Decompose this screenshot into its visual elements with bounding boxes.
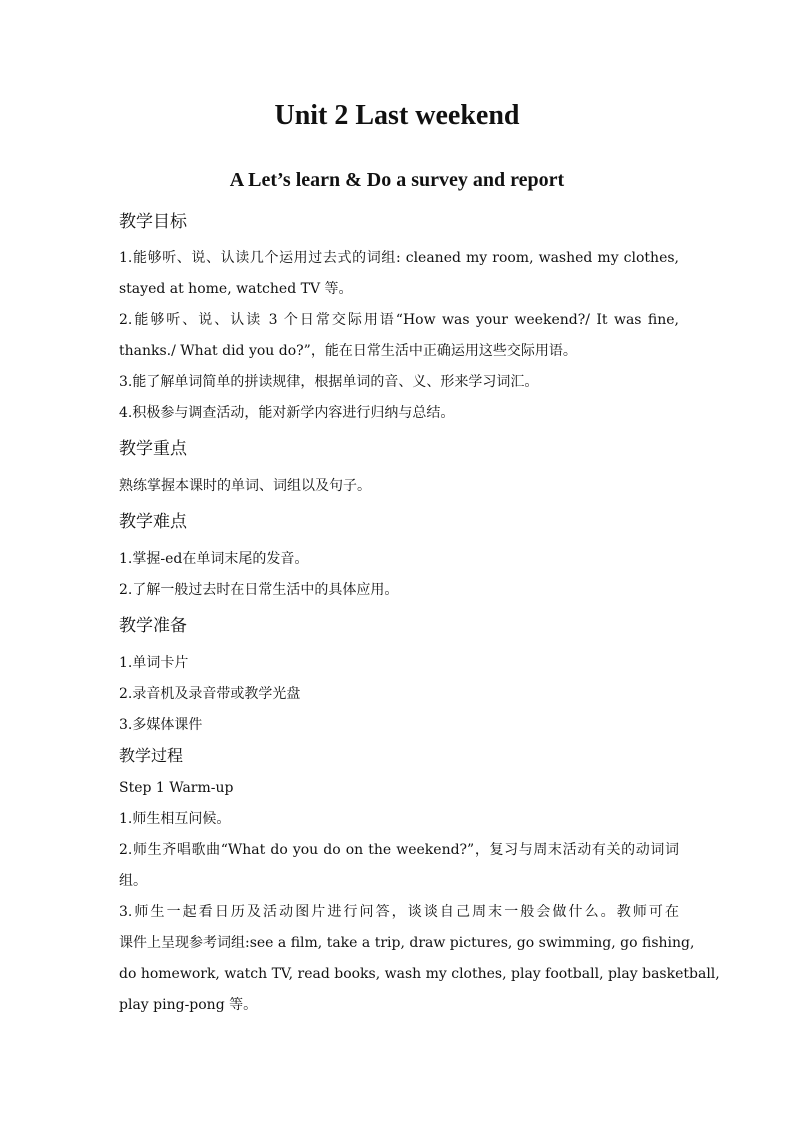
process-step: Step 1 Warm-up	[119, 780, 234, 796]
objective-line: 1.能够听、说、认读几个运用过去式的词组: cleaned my room, washed my clothes,	[119, 250, 679, 266]
preparation-line: 2.录音机及录音带或教学光盘	[119, 686, 301, 702]
difficulty-line: 1.掌握-ed在单词末尾的发音。	[119, 551, 309, 567]
process-line: 2.师生齐唱歌曲“What do you do on the weekend?”，复习与周末活动有关的动词词	[119, 842, 679, 858]
objective-line: 4.积极参与调查活动，能对新学内容进行归纳与总结。	[119, 405, 455, 421]
process-line: 1.师生相互问候。	[119, 811, 231, 827]
objective-line: thanks./ What did you do?”，能在日常生活中正确运用这些交际用语。	[119, 343, 577, 359]
preparation-line: 1.单词卡片	[119, 655, 189, 671]
difficulties-heading: 教学难点	[119, 512, 187, 532]
process-line: 3.师生一起看日历及活动图片进行问答，谈谈自己周末一般会做什么。教师可在	[119, 904, 679, 920]
objective-line: 3.能了解单词简单的拼读规律，根据单词的音、义、形来学习词汇。	[119, 374, 539, 390]
objective-line: stayed at home, watched TV 等。	[119, 281, 353, 297]
objective-line: 2.能够听、说、认读 3 个日常交际用语“How was your weekend?/ It was fine,	[119, 312, 679, 328]
objectives-heading: 教学目标	[119, 212, 187, 232]
key-points-heading: 教学重点	[119, 439, 187, 459]
document-subtitle: A Let’s learn & Do a survey and report	[229, 169, 565, 191]
process-line: 课件上呈现参考词组:see a film, take a trip, draw pictures, go swimming, go fishing,	[119, 935, 695, 951]
document-title: Unit 2 Last weekend	[274, 100, 520, 131]
key-point-line: 熟练掌握本课时的单词、词组以及句子。	[119, 478, 371, 494]
process-heading: 教学过程	[119, 746, 184, 765]
process-line: do homework, watch TV, read books, wash my clothes, play football, play basketball,	[119, 966, 720, 982]
process-line: 组。	[119, 873, 147, 889]
preparation-line: 3.多媒体课件	[119, 717, 203, 733]
preparation-heading: 教学准备	[119, 616, 187, 636]
process-line: play ping-pong 等。	[119, 997, 258, 1013]
difficulty-line: 2.了解一般过去时在日常生活中的具体应用。	[119, 582, 399, 598]
